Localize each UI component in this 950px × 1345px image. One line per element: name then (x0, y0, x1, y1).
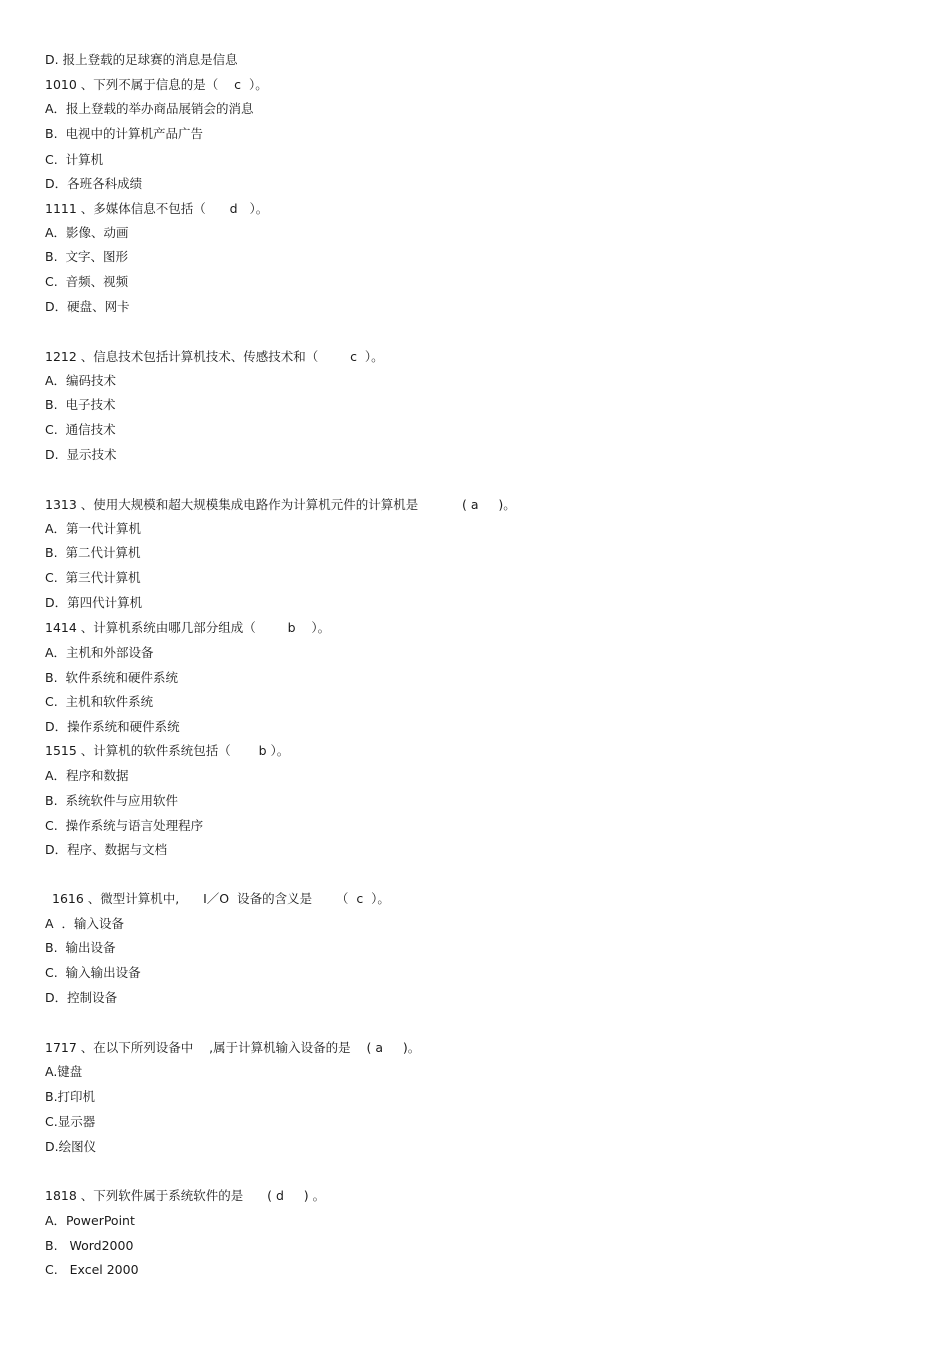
option-c: C. 第三代计算机 (45, 570, 141, 585)
question-1212: 1212 、信息技术包括计算机技术、传感技术和（ c ）。 (45, 349, 384, 364)
option-b: B. 电视中的计算机产品广告 (45, 126, 203, 141)
text-line: D. 报上登载的足球赛的消息是信息 (45, 52, 238, 67)
question-1616: 1616 、微型计算机中, I／O 设备的含义是 （ c ）。 (52, 891, 390, 906)
option-c: C.显示器 (45, 1114, 96, 1129)
option-b: B. Word2000 (45, 1238, 134, 1253)
option-c: C. 音频、视频 (45, 274, 129, 289)
option-a: A．主机和外部设备 (45, 645, 154, 660)
option-b: B. 输出设备 (45, 940, 116, 955)
option-d: D．硬盘、网卡 (45, 299, 130, 314)
option-c: C. Excel 2000 (45, 1262, 139, 1277)
option-c: C. 输入输出设备 (45, 965, 141, 980)
question-1515: 1515 、计算机的软件系统包括（ b ）。 (45, 743, 290, 758)
option-b: B.打印机 (45, 1089, 96, 1104)
option-b: B. 电子技术 (45, 397, 116, 412)
question-1818: 1818 、下列软件属于系统软件的是 ( d ) 。 (45, 1188, 326, 1203)
option-c: C. 主机和软件系统 (45, 694, 154, 709)
question-1717: 1717 、在以下所列设备中 ,属于计算机输入设备的是 ( a )。 (45, 1040, 421, 1055)
option-d: D．操作系统和硬件系统 (45, 719, 180, 734)
option-b: B. 文字、图形 (45, 249, 128, 264)
option-a: A．编码技术 (45, 373, 117, 388)
option-a: A．PowerPoint (45, 1213, 135, 1228)
option-a: A．第一代计算机 (45, 521, 142, 536)
option-b: B. 系统软件与应用软件 (45, 793, 178, 808)
option-d: D.绘图仪 (45, 1139, 97, 1154)
option-c: C. 操作系统与语言处理程序 (45, 818, 204, 833)
option-a: A．程序和数据 (45, 768, 129, 783)
option-c: C. 通信技术 (45, 422, 116, 437)
option-d: D. 显示技术 (45, 447, 117, 462)
option-b: B. 软件系统和硬件系统 (45, 670, 178, 685)
option-a: A ．输入设备 (45, 916, 124, 931)
question-1111: 1111 、多媒体信息不包括（ d ）。 (45, 201, 269, 216)
option-a: A.键盘 (45, 1064, 83, 1079)
option-d: D．各班各科成绩 (45, 176, 143, 191)
option-a: A．报上登载的举办商品展销会的消息 (45, 101, 254, 116)
question-1313: 1313 、使用大规模和超大规模集成电路作为计算机元件的计算机是 ( a )。 (45, 497, 516, 512)
question-1414: 1414 、计算机系统由哪几部分组成（ b ）。 (45, 620, 331, 635)
option-c: C. 计算机 (45, 152, 104, 167)
question-1010: 1010 、下列不属于信息的是（ c ）。 (45, 77, 268, 92)
option-a: A．影像、动画 (45, 225, 129, 240)
option-b: B. 第二代计算机 (45, 545, 141, 560)
option-d: D．控制设备 (45, 990, 118, 1005)
option-d: D．第四代计算机 (45, 595, 143, 610)
option-d: D．程序、数据与文档 (45, 842, 168, 857)
